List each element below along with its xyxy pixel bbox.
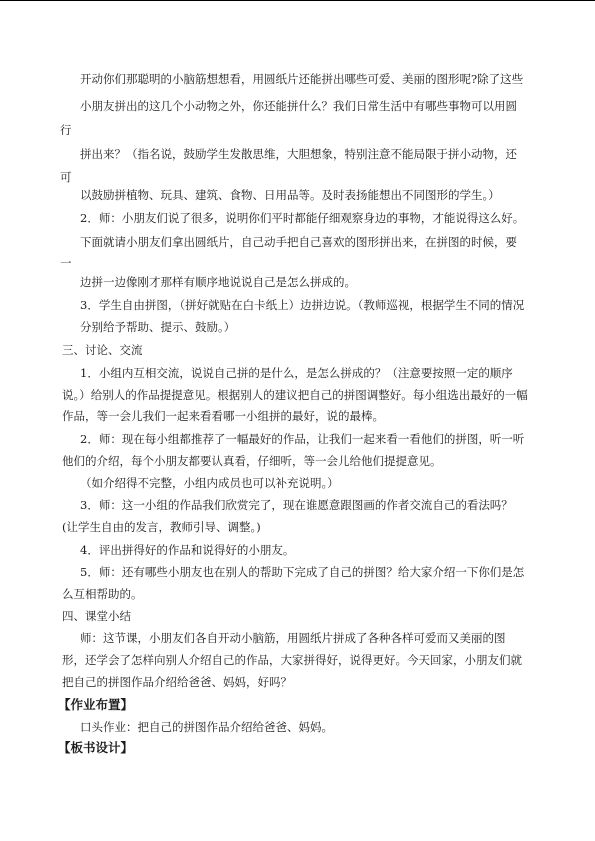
text-line: 4．评出拼得好的作品和说得好的小朋友。 (80, 543, 295, 557)
text-line: 下面就请小朋友们拿出圆纸片，自己动手把自己喜欢的图形拼出来，在拼图的时候，要 (80, 235, 517, 249)
text-line: 一 (60, 256, 72, 270)
text-line: 2．师：小朋友们说了很多，说明你们平时都能仔细观察身边的事物，才能说得这么好。 (80, 211, 525, 225)
text-line: 作品，等一会儿我们一起来看看哪一小组拼的最好，说的最棒。 (62, 409, 384, 423)
text-line: 2．师：现在每小组都推荐了一幅最好的作品，让我们一起来看一看他们的拼图，听一听 (80, 432, 525, 446)
text-line: 可 (60, 170, 72, 184)
text-line: 小朋友拼出的这几个小动物之外，你还能拼什么？我们日常生活中有哪些事物可以用圆 (80, 99, 517, 113)
board-design-heading: 【板书设计】 (58, 740, 134, 755)
text-line: 分别给予帮助、提示、鼓励。） (80, 320, 236, 334)
text-line: 行 (60, 123, 72, 137)
text-line: 把自己的拼图作品介绍给爸爸、妈妈，好吗？ (62, 675, 292, 689)
homework-heading: 【作业布置】 (58, 697, 134, 712)
text-line: (让学生自由的发言，教师引导、调整。) (62, 520, 261, 534)
text-line: 他们的介绍，每个小朋友都要认真看，仔细听，等一会儿给他们提提意见。 (62, 454, 442, 468)
text-line: 边拼一边像刚才那样有顺序地说说自己是怎么拼成的。 (80, 275, 356, 289)
text-line: 以鼓励拼植物、玩具、建筑、食物、日用品等。及时表扬能想出不同图形的学生。） (80, 188, 500, 202)
text-line: 说。）给别人的作品提提意见。根据别人的建议把自己的拼图调整好。每小组选出最好的一幅 (62, 388, 528, 402)
text-line: （如介绍得不完整，小组内成员也可以补充说明。） (80, 476, 339, 490)
section-heading-discussion: 三、讨论、交流 (62, 343, 143, 357)
text-line: 拼出来？（指名说，鼓励学生发散思维，大胆想象，特别注意不能局限于拼小动物，还 (80, 147, 517, 161)
text-line: 1．小组内互相交流，说说自己拼的是什么，是怎么拼成的？（注意要按照一定的顺序 (80, 366, 513, 380)
text-line: 3．学生自由拼图，（拼好就贴在白卡纸上）边拼边说。（教师巡视，根据学生不同的情况 (80, 298, 525, 312)
top-border (0, 0, 595, 1)
text-line: 开动你们那聪明的小脑筋想想看，用圆纸片还能拼出哪些可爱、美丽的图形呢?除了这些 (80, 72, 524, 86)
text-line: 3．师：这一小组的作品我们欣赏完了，现在谁愿意跟图画的作者交流自己的看法吗？ (80, 498, 513, 512)
text-line: 么互相帮助的。 (62, 587, 143, 601)
text-line: 口头作业：把自己的拼图作品介绍给爸爸、妈妈。 (80, 720, 333, 734)
text-line: 5．师：还有哪些小朋友也在别人的帮助下完成了自己的拼图？给大家介绍一下你们是怎 (80, 565, 525, 579)
text-line: 形，还学会了怎样向别人介绍自己的作品，大家拼得好，说得更好。今天回家，小朋友们就 (62, 653, 522, 667)
section-heading-summary: 四、课堂小结 (62, 609, 131, 623)
text-line: 师：这节课，小朋友们各自开动小脑筋，用圆纸片拼成了各种各样可爱而又美丽的图 (80, 631, 506, 645)
